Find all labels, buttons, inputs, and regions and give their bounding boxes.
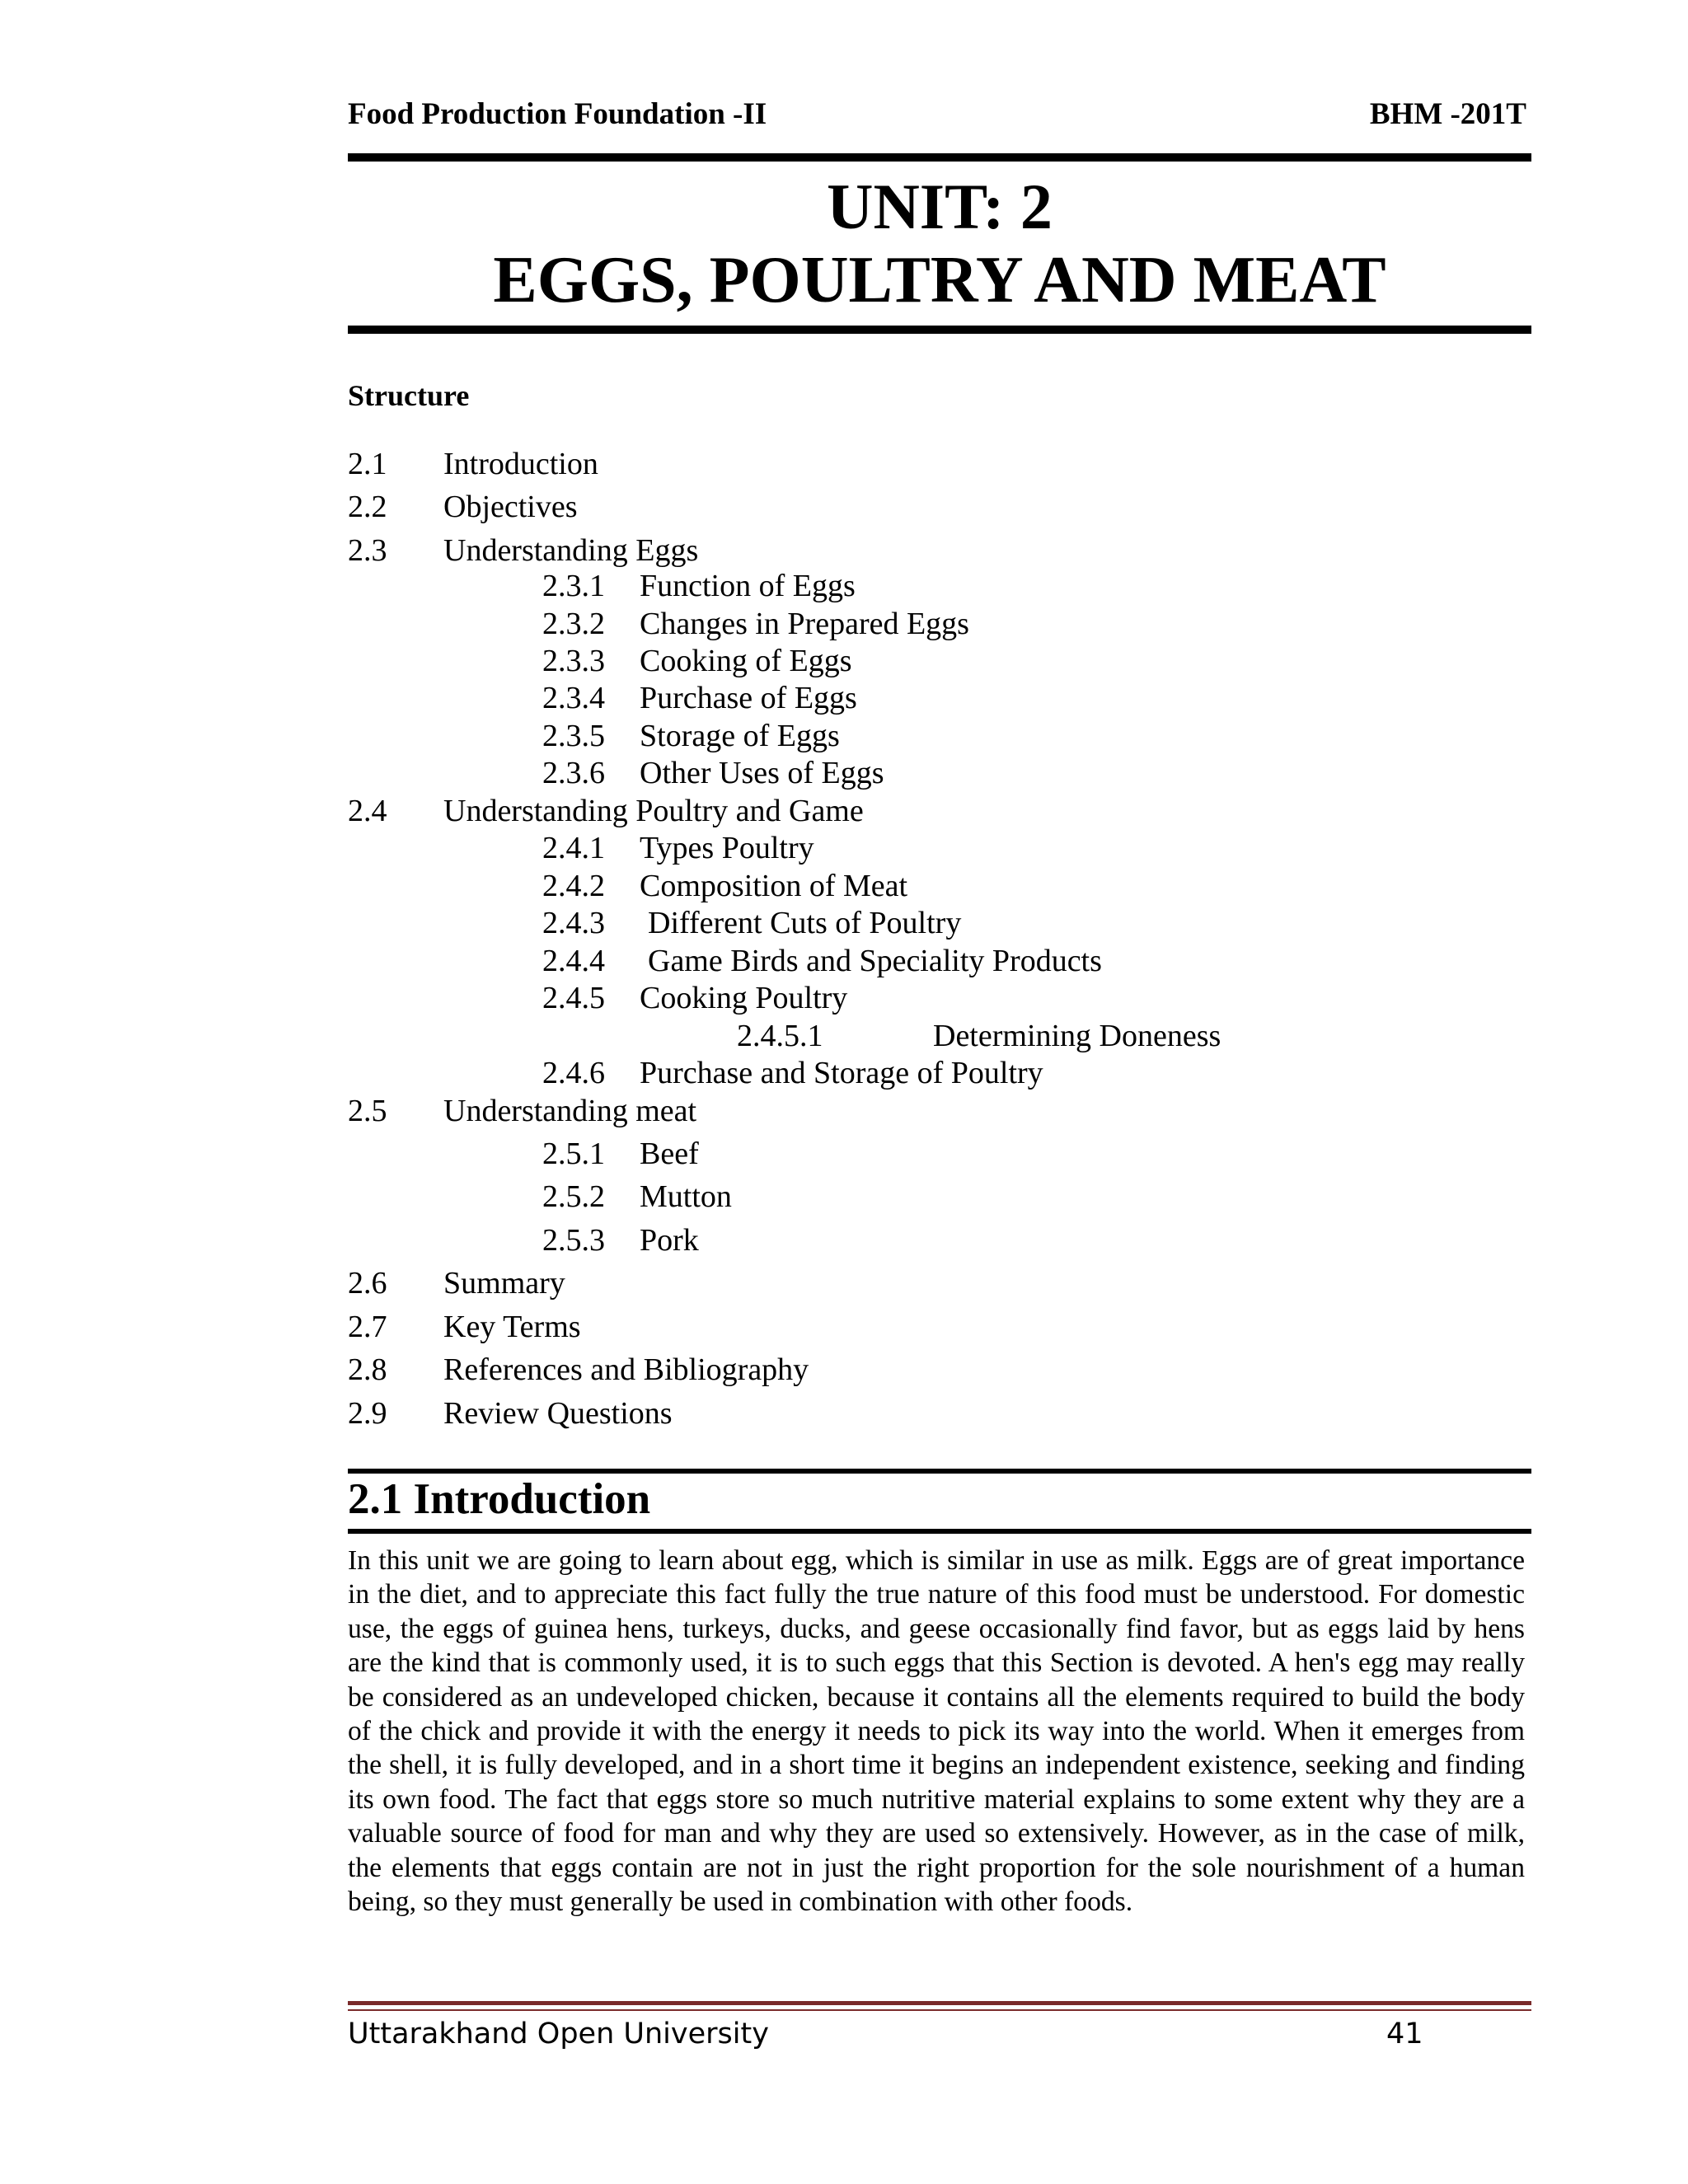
toc-label: Changes in Prepared Eggs bbox=[640, 607, 969, 641]
page-number: 41 bbox=[1386, 2018, 1423, 2050]
toc-label: Storage of Eggs bbox=[640, 719, 840, 753]
toc-number: 2.7 bbox=[348, 1310, 387, 1344]
toc-number: 2.3.5 bbox=[542, 719, 605, 753]
footer-rule-thin bbox=[348, 2009, 1531, 2011]
toc-label: Introduction bbox=[443, 447, 598, 481]
course-title: Food Production Foundation -II bbox=[348, 97, 767, 131]
toc-label: Beef bbox=[640, 1137, 699, 1171]
toc-label: Different Cuts of Poultry bbox=[648, 906, 962, 940]
toc-number: 2.3 bbox=[348, 533, 387, 568]
toc-label: Cooking Poultry bbox=[640, 981, 848, 1015]
toc-label: Determining Doneness bbox=[933, 1019, 1221, 1053]
toc-label: Other Uses of Eggs bbox=[640, 756, 884, 790]
toc-number: 2.5.1 bbox=[542, 1137, 605, 1171]
toc-number: 2.3.3 bbox=[542, 644, 605, 678]
unit-number: UNIT: 2 bbox=[827, 171, 1053, 242]
running-header bbox=[348, 96, 1531, 136]
toc-number: 2.4.4 bbox=[542, 944, 605, 978]
toc-label: Function of Eggs bbox=[640, 569, 856, 603]
toc-label: Game Birds and Speciality Products bbox=[648, 944, 1102, 978]
university-name: Uttarakhand Open University bbox=[348, 2018, 769, 2050]
toc-number: 2.4.2 bbox=[542, 869, 605, 903]
toc-number: 2.3.4 bbox=[542, 681, 605, 715]
toc-label: Understanding Eggs bbox=[443, 533, 699, 568]
toc-number: 2.4.6 bbox=[542, 1056, 605, 1090]
toc-number: 2.5.2 bbox=[542, 1179, 605, 1214]
toc-label: Objectives bbox=[443, 490, 578, 524]
toc-number: 2.3.6 bbox=[542, 756, 605, 790]
toc-label: Cooking of Eggs bbox=[640, 644, 852, 678]
document-page bbox=[348, 0, 1531, 2184]
toc-number: 2.5 bbox=[348, 1094, 387, 1128]
toc-label: Purchase and Storage of Poultry bbox=[640, 1056, 1043, 1090]
toc-number: 2.4.3 bbox=[542, 906, 605, 940]
toc-number: 2.6 bbox=[348, 1266, 387, 1301]
toc-number: 2.2 bbox=[348, 490, 387, 524]
toc-number: 2.3.1 bbox=[542, 569, 605, 603]
toc-label: Review Questions bbox=[443, 1396, 673, 1431]
toc-number: 2.5.3 bbox=[542, 1223, 605, 1258]
toc-label: Summary bbox=[443, 1266, 565, 1301]
toc-label: Pork bbox=[640, 1223, 699, 1258]
toc-number: 2.4.5 bbox=[542, 981, 605, 1015]
toc-number: 2.9 bbox=[348, 1396, 387, 1431]
toc-number: 2.1 bbox=[348, 447, 387, 481]
toc-label: Composition of Meat bbox=[640, 869, 908, 903]
title-rule bbox=[348, 326, 1531, 334]
toc-number: 2.4 bbox=[348, 794, 387, 828]
section-heading: 2.1 Introduction bbox=[348, 1475, 651, 1523]
toc-label: Key Terms bbox=[443, 1310, 581, 1344]
header-rule bbox=[348, 153, 1531, 162]
toc-number: 2.8 bbox=[348, 1352, 387, 1387]
toc-number: 2.3.2 bbox=[542, 607, 605, 641]
toc-label: Types Poultry bbox=[640, 831, 814, 865]
toc-label: Mutton bbox=[640, 1179, 732, 1214]
unit-title: EGGS, POULTRY AND MEAT bbox=[493, 244, 1386, 316]
toc-number: 2.4.1 bbox=[542, 831, 605, 865]
structure-heading: Structure bbox=[348, 379, 470, 412]
footer-rule bbox=[348, 2001, 1531, 2005]
toc-label: References and Bibliography bbox=[443, 1352, 809, 1387]
page-footer bbox=[348, 2018, 1531, 2059]
course-code: BHM -201T bbox=[1369, 97, 1526, 131]
toc-label: Understanding Poultry and Game bbox=[443, 794, 864, 828]
toc-label: Purchase of Eggs bbox=[640, 681, 857, 715]
section-rule-bottom bbox=[348, 1529, 1531, 1534]
toc-label: Understanding meat bbox=[443, 1094, 697, 1128]
toc-number: 2.4.5.1 bbox=[737, 1019, 823, 1053]
introduction-paragraph: In this unit we are going to learn about egg, which is similar in use as milk. Eggs are of great importance in the diet, and to appreciate this fact fully the true nature of this food must be understood. For domestic use, the eggs of guinea hens, turkeys, ducks, and geese occasionally find favor, but as eggs laid by hens are the kind that is commonly used, it is to such eggs that this Section is devoted. A hen's egg may really be considered as an undeveloped chicken, because it contains all the elements required to build the body of the chick and provide it with the energy it needs to pick its way into the world. When it emerges from the shell, it is fully developed, and in a short time it begins an independent existence, seeking and finding its own food. The fact that eggs store so much nutritive material explains to some extent why they are a valuable source of food for man and why they are used so extensively. However, as in the case of milk, the elements that eggs contain are not in just the right proportion for the sole nourishment of a human being, so they must generally be used in combination with other foods. bbox=[348, 1545, 1525, 1918]
